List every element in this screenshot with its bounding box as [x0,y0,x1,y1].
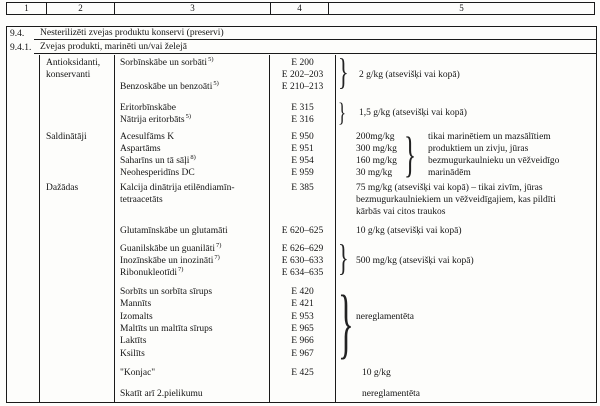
limit-note: 10 g/kg [362,368,391,378]
limit-note: tikai marinētiem un mazsālītiem [428,132,551,142]
table-body [7,52,596,402]
category-label: Saldinātāji [46,132,87,142]
e-number: E 620–625 [281,226,324,236]
additives-table [6,26,597,403]
limit-amount: 200mg/kg [356,132,395,142]
e-number: E 953 [291,312,314,322]
footnote-ref: 7) [214,253,220,261]
e-number: E 630–633 [281,256,324,266]
limit-note: nereglamentēta [356,312,415,322]
limit-note: produktiem un zivju, jūras [428,144,529,154]
section-row-9-4 [7,27,596,41]
header-col-1: 1 [7,3,47,14]
footnote-ref: 5) [185,112,192,120]
e-number: E 316 [291,115,314,125]
substance-name: Sorbīts un sorbīta sīrups [120,287,213,297]
e-number: E 202–203 [281,70,324,80]
limit-note: 500 mg/kg (atsevišķi vai kopā) [356,256,474,266]
e-number: E 967 [291,349,314,359]
substance-name: tetraacetāts [120,195,163,205]
substance-name: Neohesperidīns DC [120,168,195,178]
e-number: E 315 [291,103,314,113]
header-col-3: 3 [115,3,271,14]
limit-amount: 30 mg/kg [356,168,393,178]
category-label: Antioksidanti, [46,58,101,68]
limit-note: 10 g/kg (atsevišķi vai kopā) [356,226,462,236]
e-number: E 421 [291,299,314,309]
substance-name: Acesulfāms K [120,132,175,142]
footnote-ref: 5) [208,55,214,63]
section-title: Nesterilizēti zvejas produktu konservi (preservi) [34,27,596,40]
substance-name: Laktīts [120,336,147,346]
e-number: E 425 [291,368,314,378]
footnote-ref: 8) [190,153,196,161]
e-number: E 954 [291,156,314,166]
group-brace: } [338,279,354,366]
category-label: Dažādas [46,183,79,193]
limit-note: nereglamentēta [362,389,421,399]
section-number: 9.4.1. [10,43,32,53]
column-divider-2 [114,55,115,402]
section-title: Zvejas produkti, marinēti un/vai želejā [34,41,596,54]
footnote-ref: 7) [178,265,184,273]
e-number: E 420 [291,287,314,297]
column-divider-4 [335,55,336,402]
limit-note: 2 g/kg (atsevišķi vai kopā) [359,70,460,80]
e-number: E 634–635 [281,268,324,278]
footnote-ref: 7) [215,241,222,249]
section-number: 9.4. [10,29,25,39]
substance-name: Guanilskābe un guanilāti$^{7)}$ [120,241,222,254]
group-brace: } [338,98,347,127]
header-col-5: 5 [459,3,464,13]
e-number: E 965 [291,324,314,334]
e-number: E 959 [291,168,314,178]
category-label: konservanti [46,70,91,80]
group-brace: } [404,126,416,182]
limit-note: kārbās vai citos traukos [356,207,446,217]
header-col-2: 2 [47,3,115,14]
group-brace: } [338,52,349,93]
substance-name: Eritorbīnskābe [120,103,176,113]
column-divider-1 [39,55,40,402]
e-number: E 951 [291,144,314,154]
substance-name: Saharīns un tā sāļi$^{8)}$ [120,153,196,166]
footnote-ref: 5) [213,79,219,87]
e-number: E 385 [291,183,314,193]
limit-note: bezmugurkaulniekiem un vēžveidīgajiem, kas pildīti [356,195,556,205]
substance-name: Mannīts [120,299,152,309]
substance-name: Aspartāms [120,144,161,154]
substance-name: Ribonukleotīdi$^{7)}$ [120,265,184,278]
limit-amount: 300 mg/kg [356,144,397,154]
substance-name: Ksilīts [120,349,145,359]
substance-name: Inozīnskābe un inozināti$^{7)}$ [120,253,220,266]
substance-name: Skatīt arī 2.pielikumu [120,389,203,399]
e-number: E 210–213 [281,82,324,92]
header-col-4: 4 [271,3,329,14]
e-number: E 200 [291,58,314,68]
substance-name: "Konjac" [120,368,156,378]
limit-note: bezmugurkaulnieku un vēžveidīgo [428,156,560,166]
limit-note: 1,5 g/kg (atsevišķi vai kopā) [359,108,467,118]
substance-name: Benzoskābe un benzoāti$^{5)}$ [120,79,219,92]
group-brace: } [338,238,349,279]
substance-name: Maltīts un maltīta sīrups [120,324,213,334]
section-row-9-4-1 [7,41,596,55]
column-number-header [6,2,595,15]
substance-name: Kalcija dinātrija etilēndiamīn- [120,183,235,193]
substance-name: Glutamīnskābe un glutamāti [120,226,228,236]
substance-name: Izomalts [120,312,153,322]
limit-amount: 160 mg/kg [356,156,397,166]
e-number: E 966 [291,336,314,346]
e-number: E 950 [291,132,314,142]
substance-name: Sorbīnskābe un sorbāti$^{5)}$ [120,55,214,68]
substance-name: Nātrija eritorbāts$^{5)}$ [120,112,192,125]
e-number: E 626–629 [281,244,324,254]
limit-note: 75 mg/kg (atsevišķi vai kopā) – tikai zivīm, jūras [356,183,543,193]
limit-note: marinādēm [428,168,471,178]
